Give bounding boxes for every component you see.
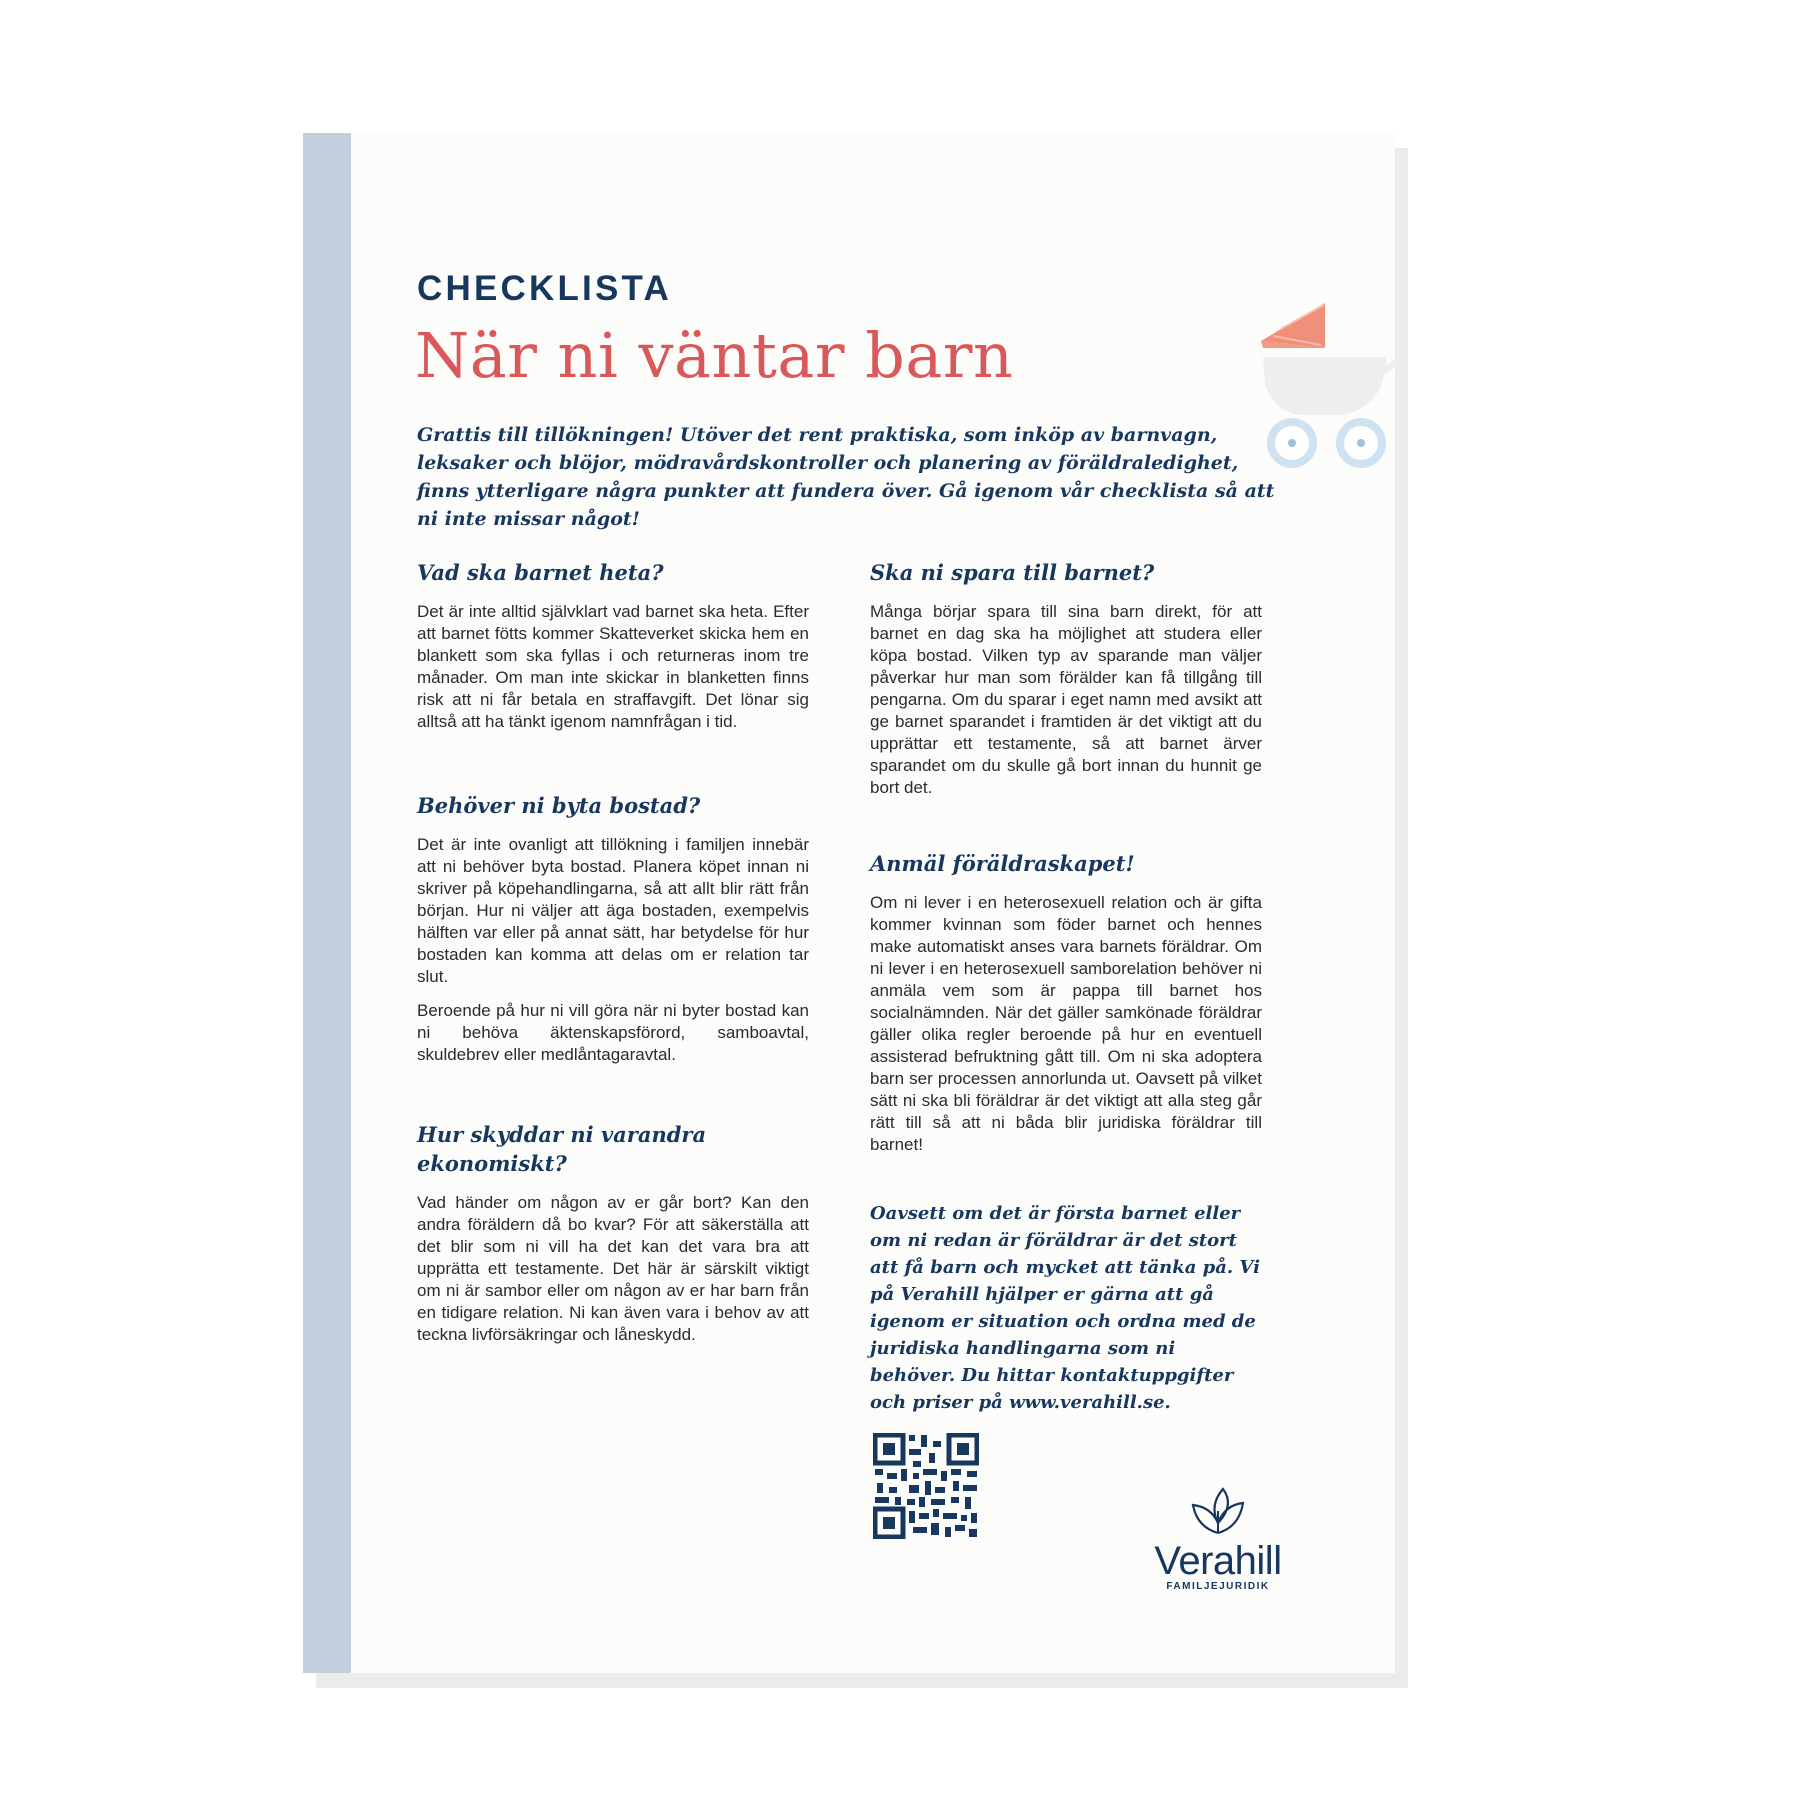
section-paragraph: Beroende på hur ni vill göra när ni byter bostad kan ni behöva äktenskapsförord, samboavtal, skuldebrev eller medlåntagaravtal. (417, 1001, 809, 1064)
logo-name: Verahill (1154, 1539, 1282, 1583)
verahill-logo[interactable] (1143, 1483, 1293, 1592)
qr-code-icon[interactable] (873, 1433, 979, 1539)
flyer-page (303, 133, 1395, 1673)
page-title: När ni väntar barn (415, 319, 1014, 392)
section-vad-ska-barnet-heta (417, 558, 809, 733)
section-behover-ni-byta-bostad (417, 791, 809, 1066)
section-title: Hur skyddar ni varandra ekonomiskt? (417, 1122, 707, 1176)
section-paragraph: Det är inte alltid självklart vad barnet ska heta. Efter att barnet fötts kommer Skatteverket skicka hem en blankett som ska fyllas i och returneras inom tre månader. Om man inte skickar in blanketten finns risk att ni får betala en straffavgift. Det lönar sig alltså att ha tänkt igenom namnfrågan i tid. (417, 602, 809, 731)
kicker-label: CHECKLISTA (417, 269, 672, 308)
section-title: Ska ni spara till barnet? (870, 560, 1155, 585)
page-spine (303, 133, 351, 1673)
intro-paragraph: Grattis till tillökningen! Utöver det rent praktiska, som inköp av barnvagn, leksaker och blöjor, mödravårdskontroller och planering av föräldraledighet, finns ytterligare några punkter att fundera över. Gå igenom vår checklista så att ni inte missar något! (417, 424, 1275, 530)
section-paragraph: Det är inte ovanligt att tillökning i familjen innebär att ni behöver byta bostad. Planera köpet innan ni skriver på köpehandlingarna, så att allt blir rätt från början. Hur ni väljer att äga bostaden, exempelvis hälften var eller på annat sätt, har betydelse för hur bostaden kan komma att delas om er relation tar slut. (417, 835, 809, 986)
right-column (870, 558, 1262, 1416)
section-hur-skyddar-ni-varandra (417, 1120, 809, 1346)
section-title: Behöver ni byta bostad? (417, 793, 701, 818)
section-paragraph: Många börjar spara till sina barn direkt, för att barnet en dag ska ha möjlighet att studera eller köpa bostad. Vilken typ av sparande man väljer påverkar hur man som förälder kan få tillgång till pengarna. Om du sparar i eget namn med avsikt att ge barnet sparandet i framtiden är det viktigt att du upprättar ett testamente, så att barnet ärver sparandet om du skulle gå bort innan du hunnit ge bort det. (870, 602, 1262, 797)
left-column (417, 558, 809, 1390)
leaf-logo-icon (1183, 1483, 1253, 1539)
logo-tagline: FAMILJEJURIDIK (1166, 1581, 1270, 1592)
section-ska-ni-spara (870, 558, 1262, 799)
section-title: Vad ska barnet heta? (417, 560, 664, 585)
section-anmal-foraldraskapet (870, 849, 1262, 1156)
section-paragraph: Om ni lever i en heterosexuell relation och är gifta kommer kvinnan som föder barnet och hennes make automatiskt anses vara barnets föräldrar. Om ni lever i en heterosexuell samborelation behöver ni anmäla vem som är pappa till barnet hos socialnämnden. När det gäller samkönade föräldrar gäller olika regler beroende på hur en eventuell assisterad befruktning gått till. Om ni ska adoptera barn ser processen annorlunda ut. Oavsett på vilket sätt ni ska bli föräldrar är det viktigt att alla steg går rätt till så att ni båda blir juridiska föräldrar till barnet! (870, 893, 1262, 1154)
closing-paragraph: Oavsett om det är första barnet eller om ni redan är föräldrar är det stort att få barn och mycket att tänka på. Vi på Verahill hjälper er gärna att gå igenom er situation och ordna med de juridiska handlingarna som ni behöver. Du hittar kontaktuppgifter och priser på www.verahill.se. (870, 1203, 1260, 1413)
section-paragraph: Vad händer om någon av er går bort? Kan den andra föräldern då bo kvar? För att säkerställa att det blir som ni vill ha det kan det vara bra att upprätta ett testamente. Det här är särskilt viktigt om ni är sambor eller om någon av er har barn från en tidigare relation. Ni kan även vara i behov av att teckna livförsäkringar och låneskydd. (417, 1193, 809, 1344)
section-title: Anmäl föräldraskapet! (870, 851, 1135, 876)
